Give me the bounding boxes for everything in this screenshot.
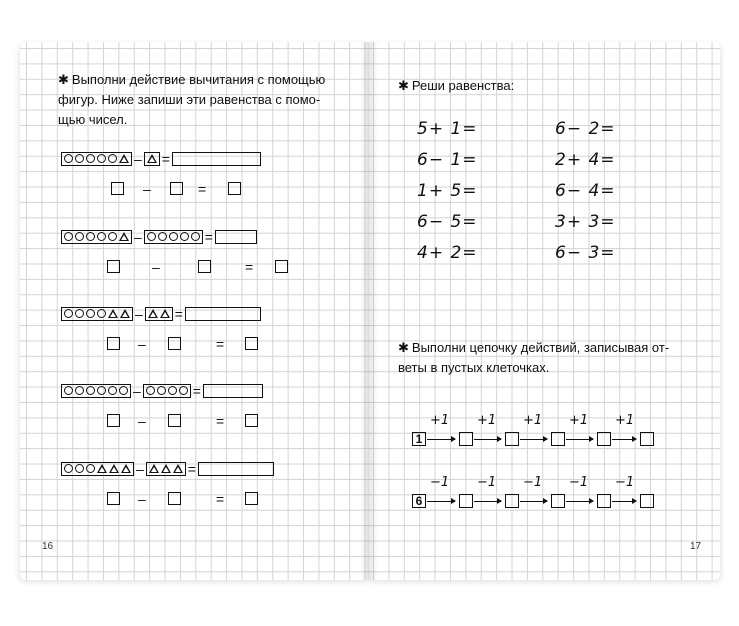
subtrahend-shapes: [144, 152, 160, 166]
chain-step-label: −1: [569, 475, 589, 490]
circle-icon: [97, 309, 106, 318]
chain-step-label: −1: [523, 475, 543, 490]
arrow-right-icon: [612, 439, 636, 440]
minus-sign: –: [138, 491, 146, 507]
chain-step-label: −1: [615, 475, 635, 490]
circle-icon: [108, 386, 117, 395]
chain-answer-box[interactable]: [459, 432, 473, 446]
minuend-shapes: [61, 307, 133, 321]
circle-icon: [158, 232, 167, 241]
chain-step-label: +1: [523, 413, 543, 428]
circle-icon: [97, 154, 106, 163]
minus-sign: –: [135, 305, 143, 322]
number-box[interactable]: [228, 182, 241, 195]
page-number-left: 16: [42, 541, 54, 552]
triangle-icon: [119, 232, 129, 241]
instruction-line-3: щью чисел.: [58, 112, 128, 127]
number-box[interactable]: [168, 337, 181, 350]
triangle-icon: [109, 464, 119, 473]
shape-equation: [61, 229, 257, 244]
page-number-right: 17: [690, 541, 702, 552]
triangle-icon: [120, 309, 130, 318]
arrow-right-icon: [474, 439, 501, 440]
number-box[interactable]: [168, 414, 181, 427]
circle-icon: [169, 232, 178, 241]
right-instruction-2: [398, 338, 708, 378]
triangle-icon: [149, 464, 159, 473]
shape-equation: [61, 383, 263, 398]
equals-sign: =: [187, 460, 196, 477]
arrow-right-icon: [427, 501, 455, 502]
number-box[interactable]: [107, 414, 120, 427]
triangle-icon: [161, 464, 171, 473]
chain-step-label: +1: [477, 413, 497, 428]
circle-icon: [75, 309, 84, 318]
equation: 4+ 2=: [417, 243, 478, 263]
shape-equation: [61, 461, 274, 476]
minus-sign: –: [138, 336, 146, 352]
circle-icon: [119, 386, 128, 395]
number-box[interactable]: [245, 492, 258, 505]
number-box[interactable]: [168, 492, 181, 505]
triangle-icon: [97, 464, 107, 473]
arrow-right-icon: [427, 439, 455, 440]
instruction-text: Реши равенства:: [411, 78, 515, 93]
equation: 6− 3=: [555, 243, 616, 263]
minuend-shapes: [61, 384, 131, 398]
circle-icon: [75, 464, 84, 473]
circle-icon: [75, 386, 84, 395]
chain-step-label: +1: [569, 413, 589, 428]
equals-sign: =: [216, 336, 225, 352]
left-instruction: [58, 70, 358, 130]
chain-answer-box[interactable]: [505, 432, 519, 446]
minus-sign: –: [134, 150, 142, 167]
number-box[interactable]: [107, 260, 120, 273]
triangle-icon: [121, 464, 131, 473]
chain-step-label: +1: [615, 413, 635, 428]
circle-icon: [146, 386, 155, 395]
circle-icon: [191, 232, 200, 241]
triangle-icon: [147, 154, 157, 163]
chain-start-box: 6: [412, 494, 426, 508]
chain-start-box: 1: [412, 432, 426, 446]
minus-sign: –: [133, 382, 141, 399]
equation: 6− 2=: [555, 119, 616, 139]
answer-box[interactable]: [215, 230, 257, 244]
circle-icon: [157, 386, 166, 395]
number-box[interactable]: [275, 260, 288, 273]
minus-sign: –: [134, 228, 142, 245]
circle-icon: [168, 386, 177, 395]
triangle-icon: [148, 309, 158, 318]
minus-sign: –: [138, 413, 146, 429]
arrow-right-icon: [566, 439, 593, 440]
number-box[interactable]: [111, 182, 124, 195]
equation: 3+ 3=: [555, 212, 616, 232]
subtrahend-shapes: [143, 384, 191, 398]
circle-icon: [108, 154, 117, 163]
arrow-right-icon: [474, 501, 501, 502]
number-box[interactable]: [245, 414, 258, 427]
circle-icon: [97, 386, 106, 395]
equals-sign: =: [192, 382, 201, 399]
equals-sign: =: [216, 413, 225, 429]
triangle-icon: [160, 309, 170, 318]
equals-sign: =: [204, 228, 213, 245]
shape-equation: [61, 306, 261, 321]
instruction-line-1: Выполни действие вычитания с помощью: [71, 72, 326, 87]
minus-sign: –: [143, 181, 151, 197]
circle-icon: [86, 386, 95, 395]
minuend-shapes: [61, 152, 132, 166]
circle-icon: [108, 232, 117, 241]
arrow-right-icon: [520, 501, 547, 502]
arrow-right-icon: [566, 501, 593, 502]
arrow-right-icon: [612, 501, 636, 502]
chain-answer-box[interactable]: [597, 494, 611, 508]
equation: 6− 1=: [417, 150, 478, 170]
circle-icon: [86, 309, 95, 318]
equals-sign: =: [174, 305, 183, 322]
circle-icon: [86, 154, 95, 163]
answer-box[interactable]: [198, 462, 274, 476]
instruction-line-2: веты в пустых клеточках.: [398, 360, 550, 375]
circle-icon: [180, 232, 189, 241]
chain-answer-box[interactable]: [597, 432, 611, 446]
circle-icon: [64, 154, 73, 163]
minuend-shapes: [61, 230, 132, 244]
chain-step-label: +1: [430, 413, 450, 428]
chain-answer-box[interactable]: [551, 432, 565, 446]
shape-equation: [61, 151, 261, 166]
triangle-icon: [119, 154, 129, 163]
circle-icon: [75, 232, 84, 241]
circle-icon: [64, 464, 73, 473]
equals-sign: =: [198, 181, 207, 197]
circle-icon: [75, 154, 84, 163]
subtrahend-shapes: [144, 230, 203, 244]
circle-icon: [97, 232, 106, 241]
book-spine: [360, 42, 378, 580]
equation: 1+ 5=: [417, 181, 478, 201]
equation: 5+ 1=: [417, 119, 478, 139]
minus-sign: –: [136, 460, 144, 477]
circle-icon: [86, 232, 95, 241]
circle-icon: [147, 232, 156, 241]
equals-sign: =: [161, 150, 170, 167]
circle-icon: [86, 464, 95, 473]
star-icon: ✱: [398, 78, 409, 93]
circle-icon: [64, 386, 73, 395]
equation: 6− 4=: [555, 181, 616, 201]
minus-sign: –: [152, 259, 160, 275]
circle-icon: [179, 386, 188, 395]
star-icon: ✱: [58, 72, 69, 87]
chain-answer-box[interactable]: [551, 494, 565, 508]
instruction-line-1: Выполни цепочку действий, записывая от-: [411, 340, 670, 355]
right-instruction-1: [398, 76, 514, 96]
chain-step-label: −1: [477, 475, 497, 490]
number-box[interactable]: [107, 337, 120, 350]
equals-sign: =: [245, 259, 254, 275]
arrow-right-icon: [520, 439, 547, 440]
triangle-icon: [108, 309, 118, 318]
chain-step-label: −1: [430, 475, 450, 490]
instruction-line-2: фигур. Ниже запиши эти равенства с помо-: [58, 92, 321, 107]
answer-box[interactable]: [172, 152, 261, 166]
answer-box[interactable]: [203, 384, 263, 398]
circle-icon: [64, 309, 73, 318]
number-box[interactable]: [198, 260, 211, 273]
subtrahend-shapes: [146, 462, 186, 476]
number-box[interactable]: [170, 182, 183, 195]
number-box[interactable]: [245, 337, 258, 350]
equation: 6− 5=: [417, 212, 478, 232]
number-box[interactable]: [107, 492, 120, 505]
star-icon: ✱: [398, 340, 409, 355]
triangle-icon: [173, 464, 183, 473]
chain-answer-box[interactable]: [640, 432, 654, 446]
chain-answer-box[interactable]: [640, 494, 654, 508]
minuend-shapes: [61, 462, 134, 476]
chain-answer-box[interactable]: [459, 494, 473, 508]
chain-answer-box[interactable]: [505, 494, 519, 508]
equals-sign: =: [216, 491, 225, 507]
subtrahend-shapes: [145, 307, 173, 321]
equation: 2+ 4=: [555, 150, 616, 170]
answer-box[interactable]: [185, 307, 261, 321]
circle-icon: [64, 232, 73, 241]
